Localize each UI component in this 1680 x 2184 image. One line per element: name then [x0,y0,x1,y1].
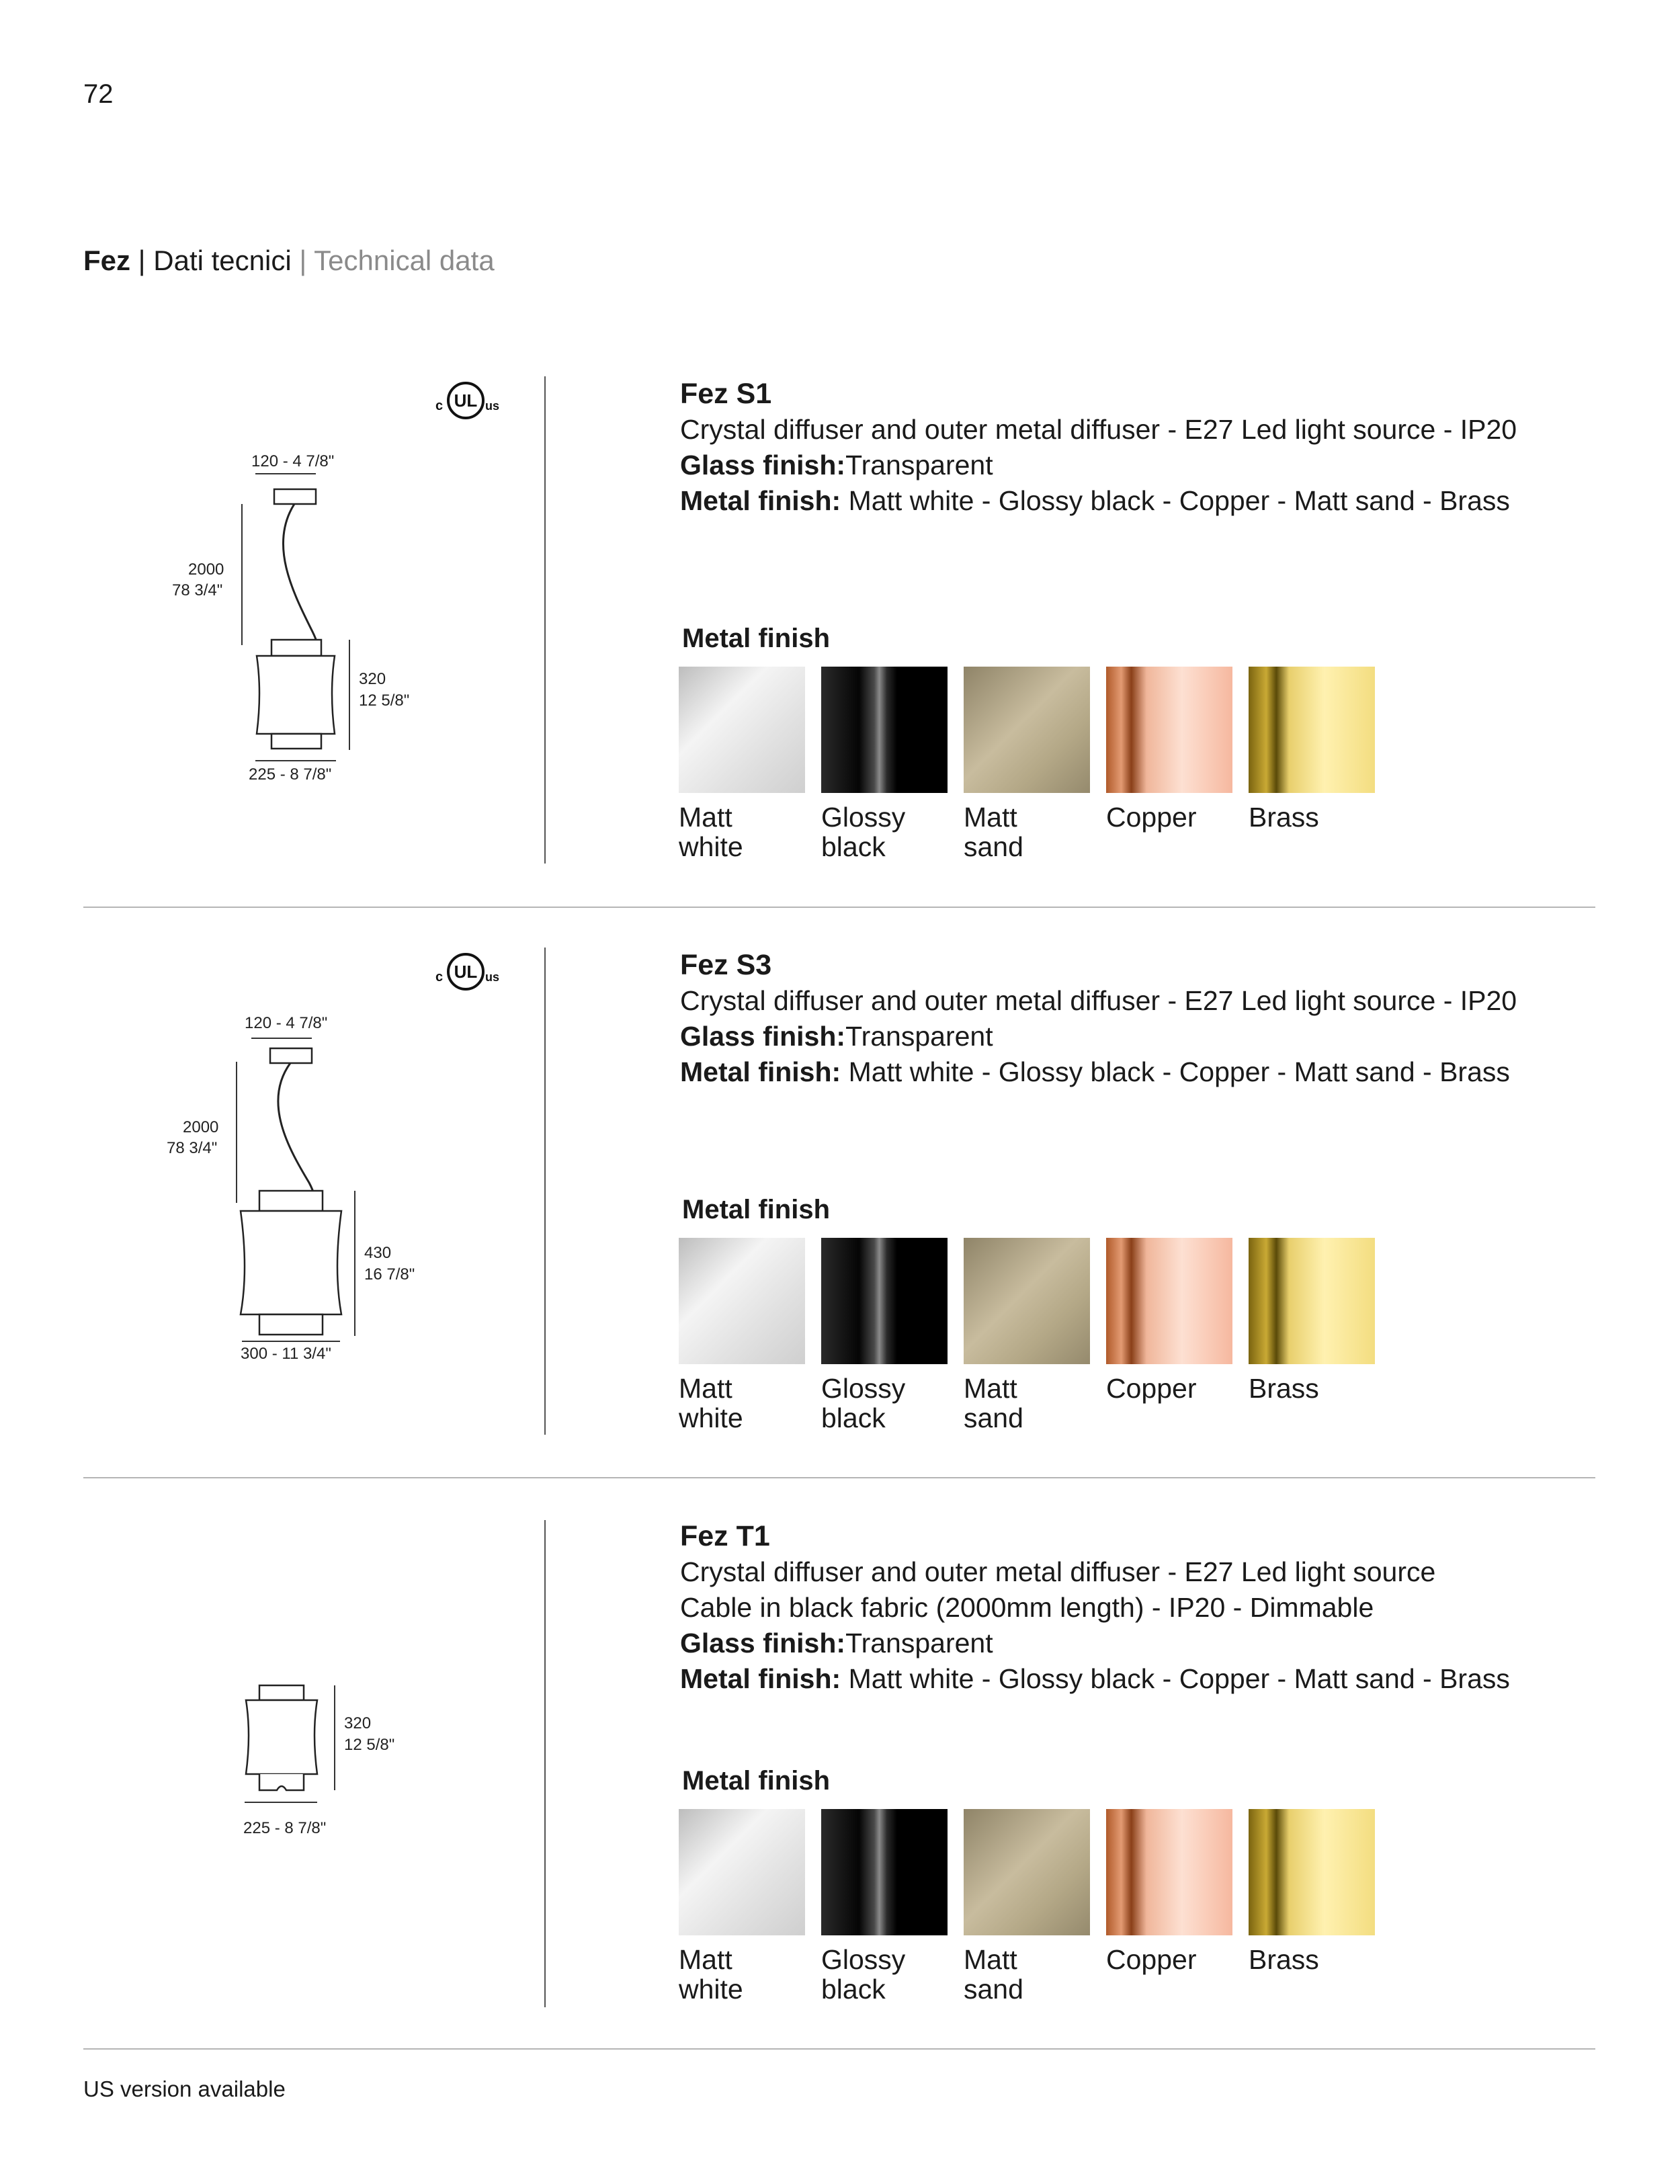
svg-text:c: c [435,398,444,413]
svg-text:12 5/8": 12 5/8" [359,691,410,710]
footer-note: US version available [83,2076,286,2101]
product-info [680,948,1517,1090]
column-divider [544,1520,546,2007]
section-divider [83,907,1595,908]
product-description: Crystal diffuser and outer metal diffuser - E27 Led light source [680,1556,1436,1587]
metal-finish-value: Matt white - Glossy black - Copper - Matt sand - Brass [841,1056,1510,1087]
svg-text:78 3/4": 78 3/4" [172,581,223,599]
finish-swatch-label: Glossy black [821,1373,906,1433]
finish-swatch [964,1809,1090,1935]
finish-swatch-label: Glossy black [821,1944,906,2005]
svg-text:300 - 11 3/4": 300 - 11 3/4" [241,1345,331,1363]
title-product: Fez [83,245,131,276]
metal-finish-label: Metal finish: [680,1663,841,1694]
finish-swatch-label: Brass [1249,802,1319,833]
finish-swatch-label: Copper [1106,1373,1197,1404]
finish-swatch [821,1238,948,1364]
pendant-drawing [121,376,524,887]
svg-text:16 7/8": 16 7/8" [364,1265,415,1284]
finish-swatch-label: Glossy black [821,802,906,862]
finish-swatch [1249,1809,1375,1935]
svg-text:320: 320 [344,1714,372,1732]
glass-finish-line [680,448,1517,483]
finish-swatch-label: Matt white [679,802,743,862]
product-fez-s3 [0,948,1680,1519]
metal-finish-value: Matt white - Glossy black - Copper - Matt sand - Brass [841,1663,1510,1694]
metal-finish-line [680,483,1517,519]
glass-finish-value: Transparent [845,450,993,480]
finish-swatch [679,667,805,793]
glass-finish-label: Glass finish: [680,1628,846,1658]
metal-finish-line [680,1054,1517,1090]
glass-finish-label: Glass finish: [680,1021,846,1052]
finish-swatch-label: Copper [1106,1944,1197,1975]
section-divider [83,2048,1595,2050]
page-number: 72 [83,79,114,109]
product-fez-t1 [0,1519,1680,2090]
finish-swatch-label: Brass [1249,1373,1319,1404]
product-description: Crystal diffuser and outer metal diffuser - E27 Led light source - IP20 [680,414,1517,445]
product-description: Crystal diffuser and outer metal diffuser - E27 Led light source - IP20 [680,985,1517,1016]
metal-finish-line [680,1661,1510,1697]
finish-swatch [1106,1238,1232,1364]
svg-text:225 - 8 7/8": 225 - 8 7/8" [243,1819,327,1837]
svg-text:c: c [435,970,444,984]
glass-finish-label: Glass finish: [680,450,846,480]
finish-swatch [1249,667,1375,793]
title-separator: | [291,245,314,276]
pendant-drawing [121,948,524,1458]
finish-swatch-label: Matt sand [964,1944,1023,2005]
product-name: Fez T1 [680,1520,770,1552]
finish-swatch [1106,1809,1232,1935]
finish-swatch-label: Matt sand [964,802,1023,862]
svg-text:UL: UL [454,390,478,411]
finish-swatch-label: Matt sand [964,1373,1023,1433]
page-title [83,245,495,277]
metal-finish-heading: Metal finish [682,1195,831,1224]
finish-swatch-label: Matt white [679,1944,743,2005]
column-divider [544,376,546,864]
metal-finish-label: Metal finish: [680,485,841,516]
section-divider [83,1477,1595,1478]
metal-finish-heading: Metal finish [682,1766,831,1796]
svg-text:us: us [485,970,500,984]
title-italian: Dati tecnici [153,245,292,276]
finish-swatch [821,1809,948,1935]
finish-swatch [679,1238,805,1364]
title-separator: | [130,245,154,276]
glass-finish-value: Transparent [845,1021,993,1052]
finish-swatch [964,667,1090,793]
svg-text:2000: 2000 [188,560,224,579]
finish-swatch [821,667,948,793]
glass-finish-value: Transparent [845,1628,993,1658]
svg-text:78 3/4": 78 3/4" [167,1139,218,1157]
svg-text:430: 430 [364,1244,392,1262]
glass-finish-line [680,1019,1517,1054]
product-info [680,1519,1510,1697]
finish-swatch [1249,1238,1375,1364]
finish-swatch [679,1809,805,1935]
product-info [680,376,1517,519]
finish-swatch [1106,667,1232,793]
svg-text:UL: UL [454,962,478,982]
finish-swatch-label: Copper [1106,802,1197,833]
product-name: Fez S1 [680,378,772,410]
product-name: Fez S3 [680,949,772,981]
svg-text:us: us [485,399,500,413]
metal-finish-value: Matt white - Glossy black - Copper - Matt sand - Brass [841,485,1510,516]
svg-text:12 5/8": 12 5/8" [344,1736,395,1754]
svg-text:225 - 8 7/8": 225 - 8 7/8" [249,765,332,784]
product-fez-s1 [0,376,1680,948]
svg-text:2000: 2000 [183,1118,219,1136]
svg-text:120 - 4 7/8": 120 - 4 7/8" [251,452,335,470]
metal-finish-heading: Metal finish [682,624,831,653]
product-description-2: Cable in black fabric (2000mm length) - IP20 - Dimmable [680,1592,1374,1623]
svg-text:320: 320 [359,670,386,688]
svg-text:120 - 4 7/8": 120 - 4 7/8" [245,1014,328,1032]
title-english: Technical data [314,245,495,276]
finish-swatch-label: Matt white [679,1373,743,1433]
glass-finish-line [680,1626,1510,1661]
column-divider [544,948,546,1435]
metal-finish-label: Metal finish: [680,1056,841,1087]
finish-swatch-label: Brass [1249,1944,1319,1975]
table-lamp-drawing [121,1519,524,2029]
finish-swatch [964,1238,1090,1364]
